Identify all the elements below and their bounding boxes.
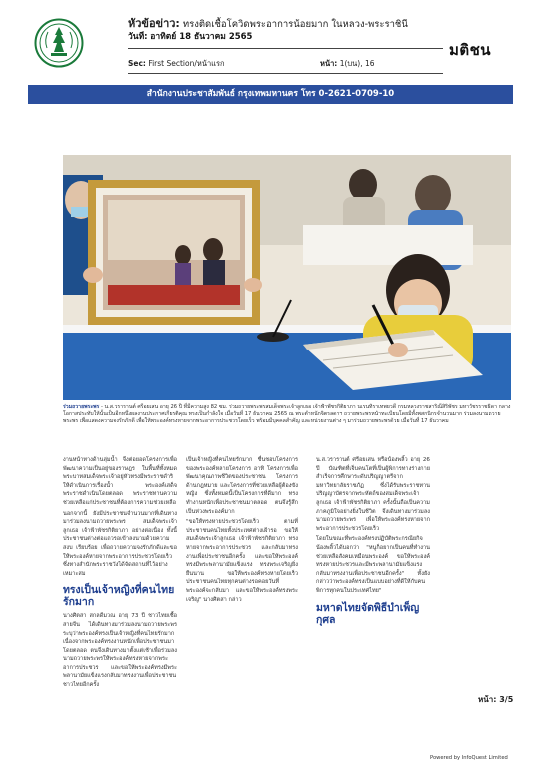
paragraph: โดยในขณะที่พระองค์ทรงปฏิบัติพระกรณียกิจ น้องพลิ้วได้บอกว่า "หนูก็อยากเป็นคนที่ทำงานช่วยเหลือสังคมเหมือนพระองค์ ขอให้พระองค์ทรงหายประชวรและมีพระพลานามัยแข็งแรง กลับมาทรงงานเพื่อประชาชนอีกครั้ง" ทั้งยังกล่าวว่าพระองค์ทรงเป็นแบบอย่างที่ดีให้กับคนพิการทุกคนในประเทศไทย" [316,536,430,594]
caption-lead: ร่วมถวายพระพร [63,404,100,410]
sec-value: First Section/หน้าแรก [148,59,225,68]
matichon-brand-logo: มติชน [449,41,492,59]
paragraph: นอกจากนี้ ยังมีประชาชนจำนวนมากที่เดินทางมาร่วมลงนามถวายพระพร สมเด็จพระเจ้าลูกเธอ เจ้าฟ้าพัชรกิติยาภา อย่างต่อเนื่อง ทั้งนี้ ประชาชนต่างต่อแถวรอเข้าลงนามด้วยความสงบ เรียบร้อย เพื่อถวายความจงรักภักดีและขอให้พระองค์หายจากพระอาการประชวรโดยเร็ว ซึ่งทางสำนักพระราชวังได้จัดสถานที่ไว้อย่างเหมาะสม [63,510,177,577]
article-column-1 [63,456,177,692]
sec-label: Sec: [128,59,146,68]
photo-caption [63,404,511,426]
paragraph: "ขอให้ทรงหายประชวรโดยเร็ว ตามที่ประชาชนคนไทยทั้งประเทศต่างเฝ้ารอ ขอให้สมเด็จพระเจ้าลูกเธอ เจ้าฟ้าพัชรกิติยาภา ทรงหายจากพระอาการประชวร และกลับมาทรงงานเพื่อประชาชนอีกครั้ง และขอให้พระองค์ทรงมีพระพลานามัยแข็งแรง ทรงพระเจริญยิ่งยืนนาน ขอให้พระองค์ทรงหายโดยเร็ว ประชาชนคนไทยทุกคนต่างรอคอยวันที่พระองค์จะกลับมา และขอให้พระองค์ทรงพระเจริญ" นางศิตสา กล่าว [186,519,298,603]
paragraph: งานหน้าทางด้านลุ่มน้ำ จึงต่อยอดโครงการเพื่อพัฒนาความเป็นอยู่ของราษฎร ในพื้นที่ทั้งหมด พระบาทสมเด็จพระเจ้าอยู่หัวทรงมีพระราชดำริให้ดำเนินการเรื่องน้ำ พระองค์เสด็จพระราชดำเนินโดยตลอด พระราชทานความช่วยเหลือแก่ประชาชนที่ต้องการความช่วยเหลือ [63,457,177,506]
page-label: หน้า: [320,59,338,68]
subheading: ทรงเป็นเจ้าหญิงที่คนไทยรักมาก [63,584,175,609]
date-row [128,31,443,43]
article-column-3 [316,456,430,630]
footer-credit: Powered by InfoQuest Limited [430,755,508,761]
subheading: มหาดไทยจัดพิธีบำเพ็ญกุศล [316,601,420,626]
bma-seal-logo [34,18,84,68]
header-divider-bottom [128,73,443,74]
date-value: อาทิตย์ 18 ธันวาคม 2565 [150,32,253,42]
page-value: 1(บน), 16 [339,59,375,68]
date-label: วันที่: [128,32,148,42]
clipping-header [128,17,443,43]
headline-label: หัวข้อข่าว: [128,17,180,30]
page-info [320,58,375,70]
paragraph: นางศิตสา สกลดีมวณ อายุ 73 ปี ชาวไทยเชื้อสายจีน ได้เดินทางมาร่วมลงนามถวายพระพร ระบุว่าพระองค์ทรงเป็นเจ้าหญิงที่คนไทยรักมาก เนื่องจากพระองค์ทรงงานหนักเพื่อประชาชนมาโดยตลอด ตนจึงเดินทางมาตั้งแต่เช้าเพื่อร่วมลงนามถวายพระพรให้พระองค์ทรงหายจากพระอาการประชวร และขอให้พระองค์ทรงมีพระพลานามัยแข็งแรงกลับมาทรงงานเพื่อประชาชนชาวไทยอีกครั้ง [63,613,177,689]
caption-body: - น.ส.วรารานต์ ศรีอยเสน อายุ 26 ปี ที่มีความสูง 82 ซม. ร่วมถวายพระพรสมเด็จพระเจ้าลูกเธอ เจ้าฟ้าพัชรกิติยาภา นเรนทิราเทพยวดี กรมหลวงราชสาริณีสิริพัชร มหาวัชรราชธิดา กลางโอกาสประทับให้นั้นเป็นอีกหนึ่งผลงานประกาศเกียรติคุณ ทรงเป็นกำลังใจ เมื่อวันที่ 17 ธันวาคม 2565 ณ พระตำหนักจิตรลดาฯ ถวายพระพรหน้าทะเบียนโดยมีทั้งพสกนิกรจำนวนมาก ร่วมลงนามถวายพระพร เพื่อแสดงความจงรักภักดี เพื่อให้พระองค์ทรงหายจากพระอาการประชวรโดยเร็ว พร้อมมีบุคคลสำคัญ และหน่วยงานต่าง ๆ มาร่วมถวายพระพรด้วย เมื่อวันที่ 17 ธันวาคม [63,404,511,425]
paragraph: น.ส.วรารานต์ ศรีอยเสน หรือน้องพลิ้ว อายุ 26 ปี บัณฑิตที่เจ็บคนโตที่เป็นผู้พิการทางร่างกาย สำเร็จการศึกษาระดับปริญญาตรีจากมหาวิทยาลัยราชภัฏ ซึ่งได้รับพระราชทานปริญญาบัตรจากพระหัตถ์ของสมเด็จพระเจ้าลูกเธอ เจ้าฟ้าพัชรกิติยาภา ครั้งนั้นถือเป็นความภาคภูมิใจอย่างยิ่งในชีวิต จึงเดินทางมาร่วมลงนามถวายพระพร เพื่อให้พระองค์ทรงหายจากพระอาการประชวรโดยเร็ว [316,457,430,532]
page-number [478,693,513,706]
headline-row [128,17,443,31]
article-column-2 [186,456,298,606]
page-number-value: 3/5 [499,695,514,704]
contact-banner: สำนักงานประชาสัมพันธ์ กรุงเทพมหานคร โทร 0-2621-0709-10 [28,85,513,104]
headline: ทรงติดเชื้อโควิดพระอาการน้อยมาก ในหลวง-พระราชินี [182,19,408,30]
section-row [128,58,443,70]
news-photo [63,155,511,400]
header-divider [128,48,443,49]
page-number-label: หน้า: [478,695,497,704]
paragraph: เป็นเจ้าหญิงที่คนไทยรักมาก ชื่นชอบโครงการของพระองค์หลายโครงการ อาทิ โครงการเพื่อพัฒนาคุณภาพชีวิตของประชาชน โครงการด้านกฎหมาย และโครงการที่ช่วยเหลือผู้ต้องขังหญิง ซึ่งทั้งหมดนี้เป็นโครงการที่ดีมาก ทรงทำงานหนักเพื่อประชาชนมาตลอด ตนจึงรู้สึกเป็นห่วงพระองค์มาก [186,457,298,515]
